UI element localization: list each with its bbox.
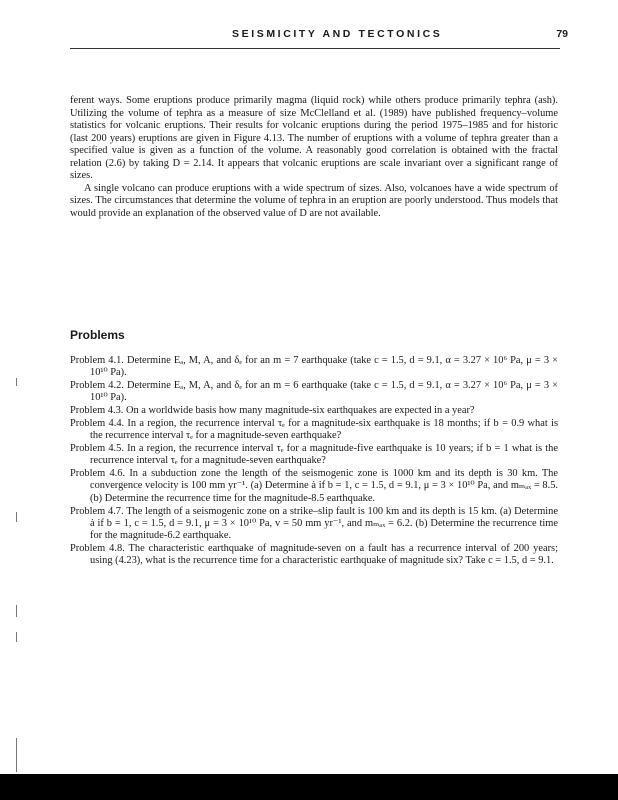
page-number: 79 — [556, 28, 568, 40]
scan-margin-mark — [16, 512, 17, 522]
running-header — [0, 28, 618, 44]
scan-margin-mark — [16, 738, 17, 772]
section-heading: Problems — [70, 328, 125, 342]
body-text — [70, 95, 558, 220]
paragraph: ferent ways. Some eruptions produce primarily magma (liquid rock) while others produce primarily tephra (ash). Utilizing the volume of tephra as a measure of size McClelland et al. (1989) have published frequency–volume statistics for volcanic eruptions. Their results for volcanic eruptions during the period 1975–1985 and for historic (last 200 years) eruptions are given in Figure 4.13. The number of eruptions with a volume of tephra greater than a specified value is given as a function of the volume. A reasonably good correlation is obtained with the fractal relation (2.6) by taking D = 2.14. It appears that volcanic eruptions are scale invariant over a significant range of sizes. — [70, 95, 558, 181]
problem-list — [70, 355, 558, 568]
problem-item: Problem 4.2. Determine Eₐ, M, A, and δₑ for an m = 6 earthquake (take c = 1.5, d = 9.1, α = 3.27 × 10⁶ Pa, μ = 3 × 10¹⁰ Pa). — [70, 380, 558, 404]
scan-bottom-edge — [0, 774, 618, 800]
scan-margin-mark — [16, 378, 17, 386]
problem-item: Problem 4.5. In a region, the recurrence interval τₑ for a magnitude-five earthquake is 10 years; if b = 1 what is the recurrence interval τₑ for a magnitude-seven earthquake? — [70, 443, 558, 467]
header-rule — [70, 48, 560, 49]
running-title: SEISMICITY AND TECTONICS — [232, 28, 443, 40]
paragraph: A single volcano can produce eruptions with a wide spectrum of sizes. Also, volcanoes have a wide spectrum of sizes. The circumstances that determine the volume of tephra in an eruption are poorly understood. Thus models that would provide an explanation of the observed value of D are not available. — [70, 182, 558, 219]
problem-item: Problem 4.8. The characteristic earthquake of magnitude-seven on a fault has a recurrence interval of 200 years; using (4.23), what is the recurrence time for a characteristic earthquake of magnitude six? Take c = 1.5, d = 9.1. — [70, 542, 558, 567]
problem-item: Problem 4.6. In a subduction zone the length of the seismogenic zone is 1000 km and its depth is 30 km. The convergence velocity is 100 mm yr⁻¹. (a) Determine ȧ if b = 1, c = 1.5, d = 9.1, μ = 3 × 10¹⁰ Pa, and mₘₐₓ = 8.5. (b) Determine the recurrence time for the magnitude-8.5 earthquake. — [70, 468, 558, 504]
scan-margin-mark — [16, 605, 17, 617]
problem-item: Problem 4.7. The length of a seismogenic zone on a strike–slip fault is 100 km and its depth is 15 km. (a) Determine ȧ if b = 1, c = 1.5, d = 9.1, μ = 3 × 10¹⁰ Pa, v = 50 mm yr⁻¹, and mₘₐₓ = 6.2. (b) Determine the recurrence time for the magnitude-6.2 earthquake. — [70, 505, 558, 542]
problem-item: Problem 4.4. In a region, the recurrence interval τₑ for a magnitude-six earthquake is 18 months; if b = 0.9 what is the recurrence interval τₑ for a magnitude-seven earthquake? — [70, 417, 558, 442]
problem-item: Problem 4.1. Determine Eₐ, M, A, and δₑ for an m = 7 earthquake (take c = 1.5, d = 9.1, α = 3.27 × 10⁶ Pa, μ = 3 × 10¹⁰ Pa). — [70, 355, 558, 379]
scan-margin-mark — [16, 632, 17, 642]
problem-item: Problem 4.3. On a worldwide basis how many magnitude-six earthquakes are expected in a year? — [70, 405, 475, 417]
